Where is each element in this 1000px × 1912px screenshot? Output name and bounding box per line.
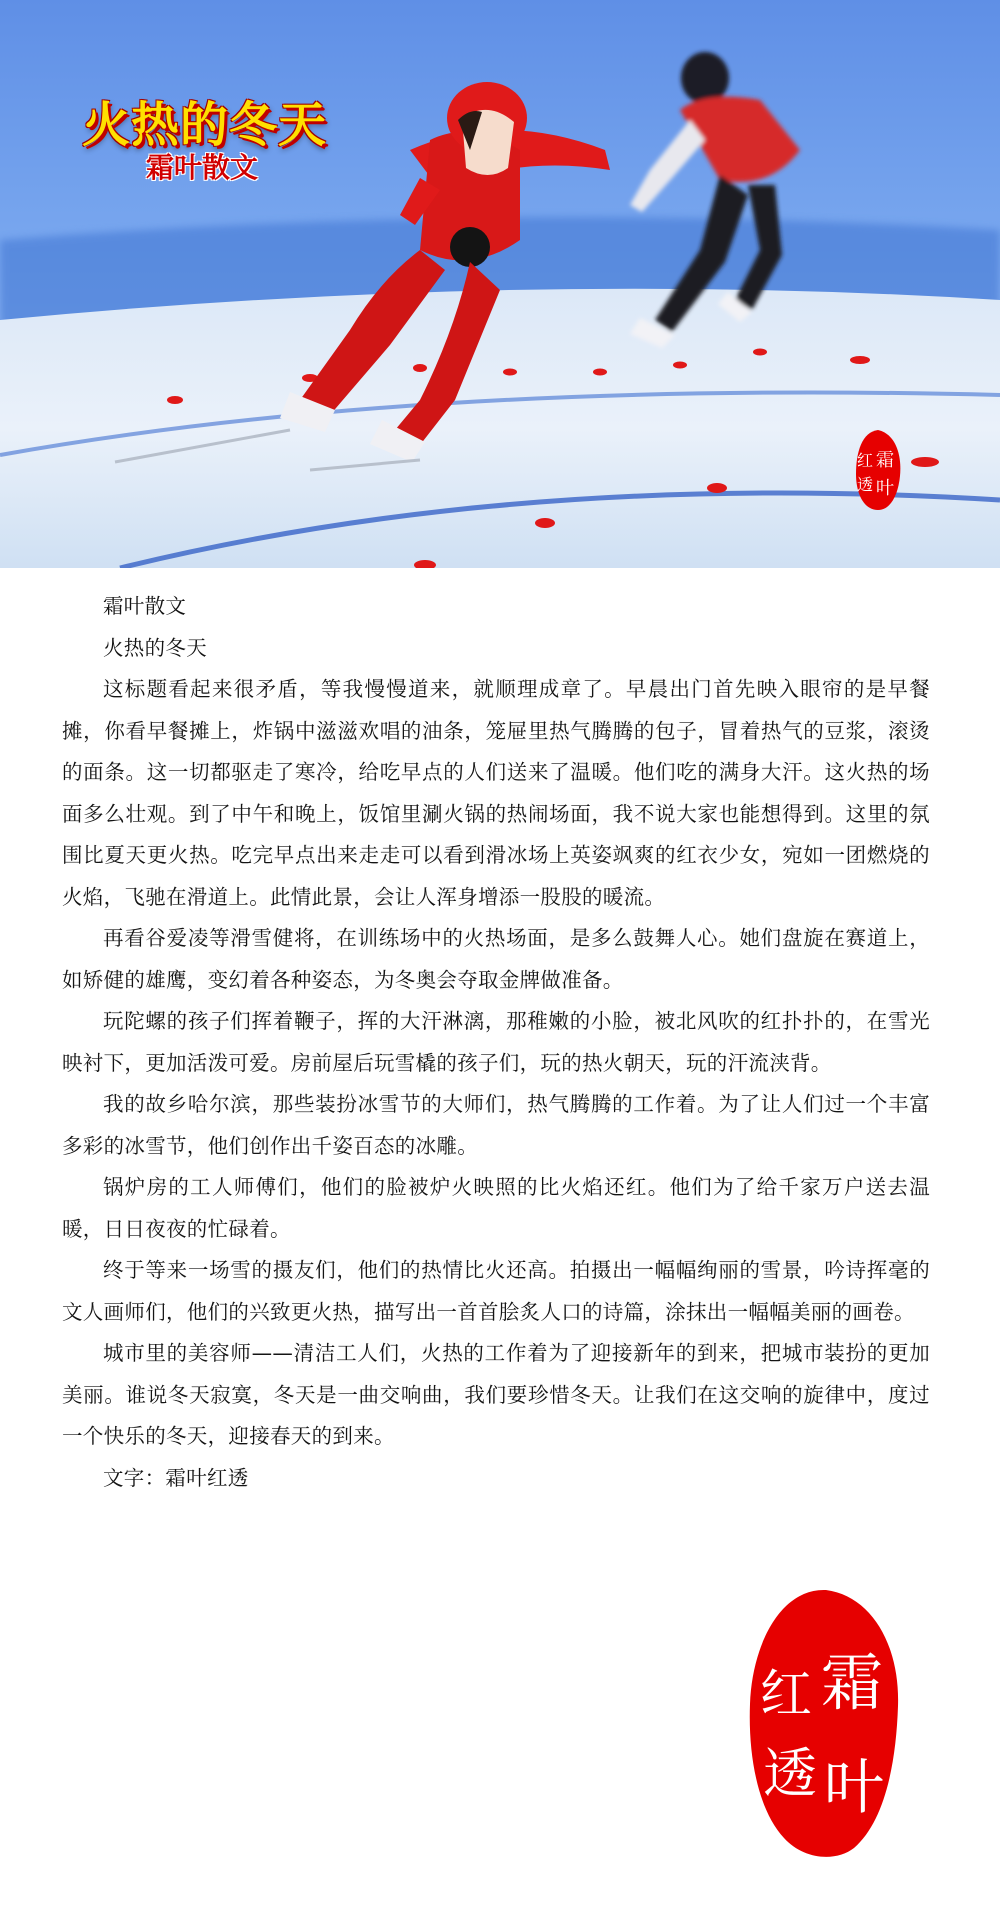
hero-subtitle: 霜叶散文 [146, 151, 259, 184]
article-paragraph: 再看谷爱凌等滑雪健将，在训练场中的火热场面，是多么鼓舞人心。她们盘旋在赛道上，如矫健的雄鹰，变幻着各种姿态，为冬奥会夺取金牌做准备。 [62, 926, 930, 992]
article-paragraph: 玩陀螺的孩子们挥着鞭子，挥的大汗淋漓，那稚嫩的小脸，被北风吹的红扑扑的，在雪光映衬下，更加活泼可爱。房前屋后玩雪橇的孩子们，玩的热火朝天，玩的汗流浃背。 [62, 1009, 930, 1075]
article-header: 霜叶散文 [103, 594, 187, 618]
svg-text:红: 红 [856, 451, 874, 470]
article-body [62, 586, 930, 1499]
article-paragraph: 终于等来一场雪的摄友们，他们的热情比火还高。拍摄出一幅幅绚丽的雪景，吟诗挥毫的文人画师们，他们的兴致更火热，描写出一首首脍炙人口的诗篇，涂抹出一幅幅美丽的画卷。 [62, 1258, 930, 1324]
article-credit: 文字：霜叶红透 [103, 1465, 249, 1490]
svg-text:霜: 霜 [876, 450, 894, 471]
article-paragraph: 城市里的美容师——清洁工人们，火热的工作着为了迎接新年的到来，把城市装扮的更加美丽。谁说冬天寂寞，冬天是一曲交响曲，我们要珍惜冬天。让我们在这交响的旋律中，度过一个快乐的冬天，迎接春天的到来。 [62, 1341, 930, 1448]
svg-text:霜: 霜 [820, 1646, 884, 1719]
article-paragraph: 锅炉房的工人师傅们，他们的脸被炉火映照的比火焰还红。他们为了给千家万户送去温暖，日日夜夜的忙碌着。 [62, 1175, 930, 1241]
article-paragraph: 我的故乡哈尔滨，那些装扮冰雪节的大师们，热气腾腾的工作着。为了让人们过一个丰富多彩的冰雪节，他们创作出千姿百态的冰雕。 [62, 1092, 930, 1158]
svg-text:叶: 叶 [876, 478, 894, 499]
large-seal-stamp [744, 1586, 904, 1860]
svg-text:叶: 叶 [824, 1753, 884, 1823]
article-title: 火热的冬天 [103, 635, 207, 660]
svg-text:透: 透 [856, 475, 874, 494]
hero-image [0, 0, 1000, 568]
hero-title: 火热的冬天 [82, 97, 328, 153]
svg-text:透: 透 [763, 1742, 817, 1805]
article-paragraph: 这标题看起来很矛盾，等我慢慢道来，就顺理成章了。早晨出门首先映入眼帘的是早餐摊，你看早餐摊上，炸锅中滋滋欢唱的油条，笼屉里热气腾腾的包子，冒着热气的豆浆，滚烫的面条。这一切都驱走了寒冷，给吃早点的人们送来了温暖。他们吃的满身大汗。这火热的场面多么壮观。到了中午和晚上，饭馆里涮火锅的热闹场面，我不说大家也能想得到。这里的氛围比夏天更火热。吃完早点出来走走可以看到滑冰场上英姿飒爽的红衣少女，宛如一团燃烧的火焰，飞驰在滑道上。此情此景，会让人浑身增添一股股的暖流。 [62, 677, 930, 909]
small-seal-stamp [852, 428, 904, 512]
svg-text:红: 红 [759, 1665, 813, 1725]
